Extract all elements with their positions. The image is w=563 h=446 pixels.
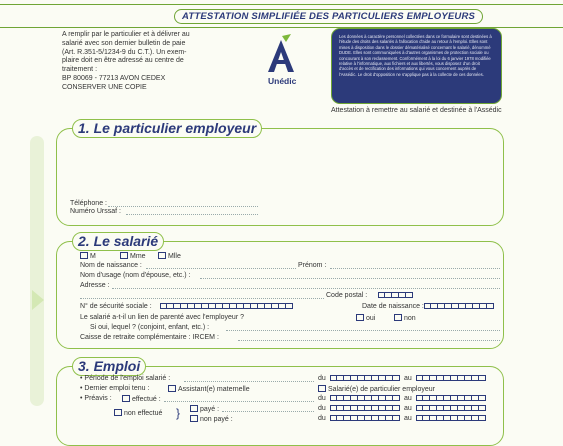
kinship-yes-label: oui: [366, 315, 376, 322]
last-job-label: • Dernier emploi tenu :: [80, 385, 150, 392]
option-not-carried-out[interactable]: [114, 409, 162, 417]
option-not-carried-out-label: non effectué: [124, 410, 163, 417]
carried-out-field[interactable]: [164, 401, 314, 402]
option-paid[interactable]: [190, 405, 219, 413]
section-employer: [56, 128, 504, 226]
intro-line: A remplir par le particulier et à délivrer au: [62, 31, 190, 38]
address-field-line2[interactable]: [80, 298, 324, 299]
form-title: ATTESTATION SIMPLIFIÉE DES PARTICULIERS EMPLOYEURS: [174, 9, 483, 24]
carried-out-to-boxes[interactable]: [416, 395, 486, 401]
notice-label-text: Préavis :: [84, 395, 112, 402]
social-security-boxes[interactable]: [160, 303, 293, 309]
urssaf-label: Numéro Urssaf :: [70, 208, 121, 215]
checkbox[interactable]: [394, 314, 402, 321]
first-name-field[interactable]: [330, 268, 500, 269]
checkbox[interactable]: [168, 385, 176, 392]
option-carried-out-label: effectué :: [132, 396, 161, 403]
period-from-label: du: [318, 375, 326, 382]
civility-mlle[interactable]: [158, 252, 181, 260]
notice-label: • Préavis :: [80, 395, 112, 402]
decorative-arrow: [32, 290, 44, 310]
last-job-label-text: Dernier emploi tenu :: [84, 385, 150, 392]
kinship-which-field[interactable]: [226, 330, 500, 331]
civility-label: M: [90, 253, 96, 260]
carried-out-to-label: au: [404, 395, 412, 402]
option-assistant-label: Assistant(e) maternelle: [178, 386, 250, 393]
checkbox[interactable]: [120, 252, 128, 259]
usage-name-label: Nom d'usage (nom d'épouse, etc.) :: [80, 272, 191, 279]
civility-m[interactable]: [80, 252, 96, 260]
section-employer-heading: 1. Le particulier employeur: [72, 119, 262, 138]
checkbox[interactable]: [318, 385, 326, 392]
unpaid-to-label: au: [404, 415, 412, 422]
checkbox[interactable]: [190, 405, 198, 412]
intro-line: BP 80069 - 77213 AVON CEDEX: [62, 74, 166, 82]
intro-line: traitement :: [62, 66, 98, 74]
birth-date-boxes[interactable]: [424, 303, 494, 309]
option-employee-label: Salarié(e) de particulier employeur: [328, 386, 435, 393]
period-to-boxes[interactable]: [416, 375, 486, 381]
first-name-label: Prénom :: [298, 262, 327, 269]
option-employee[interactable]: [318, 385, 435, 393]
decorative-band: [30, 136, 44, 406]
kinship-which-label: Si oui, lequel ? (conjoint, enfant, etc.) :: [90, 324, 210, 331]
paid-to-boxes[interactable]: [416, 405, 486, 411]
option-paid-label: payé :: [200, 406, 220, 413]
paid-from-label: du: [318, 405, 326, 412]
period-to-label: au: [404, 375, 412, 382]
intro-line: CONSERVER UNE COPIE: [62, 83, 147, 91]
kinship-no[interactable]: [394, 314, 416, 322]
period-label: • Période de l'emploi salarié :: [80, 375, 171, 382]
checkbox[interactable]: [190, 415, 198, 422]
birth-date-label: Date de naissance :: [362, 303, 424, 310]
intro-line: plaire doit en être adressé au centre de: [62, 57, 184, 65]
paid-field[interactable]: [222, 411, 314, 412]
intro-line: salarié avec son dernier bulletin de paie: [62, 39, 186, 47]
pension-fund-label: Caisse de retraite complémentaire : IRCEM :: [80, 334, 219, 341]
legal-caption: Attestation à remettre au salarié et destinée à l'Assédic: [331, 107, 502, 114]
legal-notice: Les données à caractère personnel collectées dans ce formulaire sont destinées à l'étude des droits des salariés à l'allocation d'aide au retour à l'emploi. Elles sont mises à disposition dans le dossier dématérialisé concernant le salarié, dénommé DUDE. Elles sont communiquées à d'autres organismes de protection sociale ou concourant à son reclassement. Conformément à la loi du 6 janvier 1978 modifiée relative à l'informatique, aux fichiers et aux libertés, vous disposez d'un droit d'accès et de rectification des informations qui vous concernent auprès de l'Assédic. Le droit d'opposition ne s'applique pas à la collecte de ces données.: [331, 28, 502, 104]
section-employment-heading: 3. Emploi: [72, 357, 146, 376]
paid-from-boxes[interactable]: [330, 405, 400, 411]
period-field[interactable]: [184, 381, 314, 382]
intro-line: (Art. R.351-5/1234-9 du C.T.). Un exem-: [62, 48, 187, 56]
kinship-yes[interactable]: [356, 314, 375, 322]
postal-code-label: Code postal :: [326, 292, 368, 299]
unpaid-from-boxes[interactable]: [330, 415, 400, 421]
civility-label: Mme: [130, 253, 146, 260]
unedic-logo-icon: [264, 34, 298, 74]
checkbox[interactable]: [80, 252, 88, 259]
birth-name-field[interactable]: [146, 268, 296, 269]
checkbox[interactable]: [356, 314, 364, 321]
social-security-label: N° de sécurité sociale :: [80, 303, 152, 310]
kinship-question: Le salarié a-t-il un lien de parenté avec l'employeur ?: [80, 314, 244, 321]
kinship-no-label: non: [404, 315, 416, 322]
period-label-text: Période de l'emploi salarié :: [84, 375, 171, 382]
carried-out-from-label: du: [318, 395, 326, 402]
usage-name-field[interactable]: [200, 278, 500, 279]
checkbox[interactable]: [114, 409, 122, 416]
telephone-label: Téléphone :: [70, 200, 107, 207]
option-assistant[interactable]: [168, 385, 250, 393]
carried-out-from-boxes[interactable]: [330, 395, 400, 401]
brace-icon: }: [176, 406, 181, 420]
section-employee-heading: 2. Le salarié: [72, 232, 164, 251]
intro-text: [62, 31, 272, 93]
checkbox[interactable]: [158, 252, 166, 259]
period-from-boxes[interactable]: [330, 375, 400, 381]
urssaf-field[interactable]: [126, 214, 258, 215]
paid-to-label: au: [404, 405, 412, 412]
unpaid-from-label: du: [318, 415, 326, 422]
birth-name-label: Nom de naissance :: [80, 262, 142, 269]
unpaid-to-boxes[interactable]: [416, 415, 486, 421]
civility-mme[interactable]: [120, 252, 146, 260]
address-field[interactable]: [112, 288, 500, 289]
option-unpaid-label: non payé :: [200, 416, 233, 423]
logo-name: Unédic: [268, 76, 297, 86]
address-label: Adresse :: [80, 282, 110, 289]
pension-fund-field[interactable]: [238, 340, 500, 341]
option-carried-out[interactable]: [122, 395, 161, 403]
civility-label: Mlle: [168, 253, 181, 260]
postal-code-boxes[interactable]: [378, 292, 413, 298]
checkbox[interactable]: [122, 395, 130, 402]
telephone-field[interactable]: [108, 206, 258, 207]
